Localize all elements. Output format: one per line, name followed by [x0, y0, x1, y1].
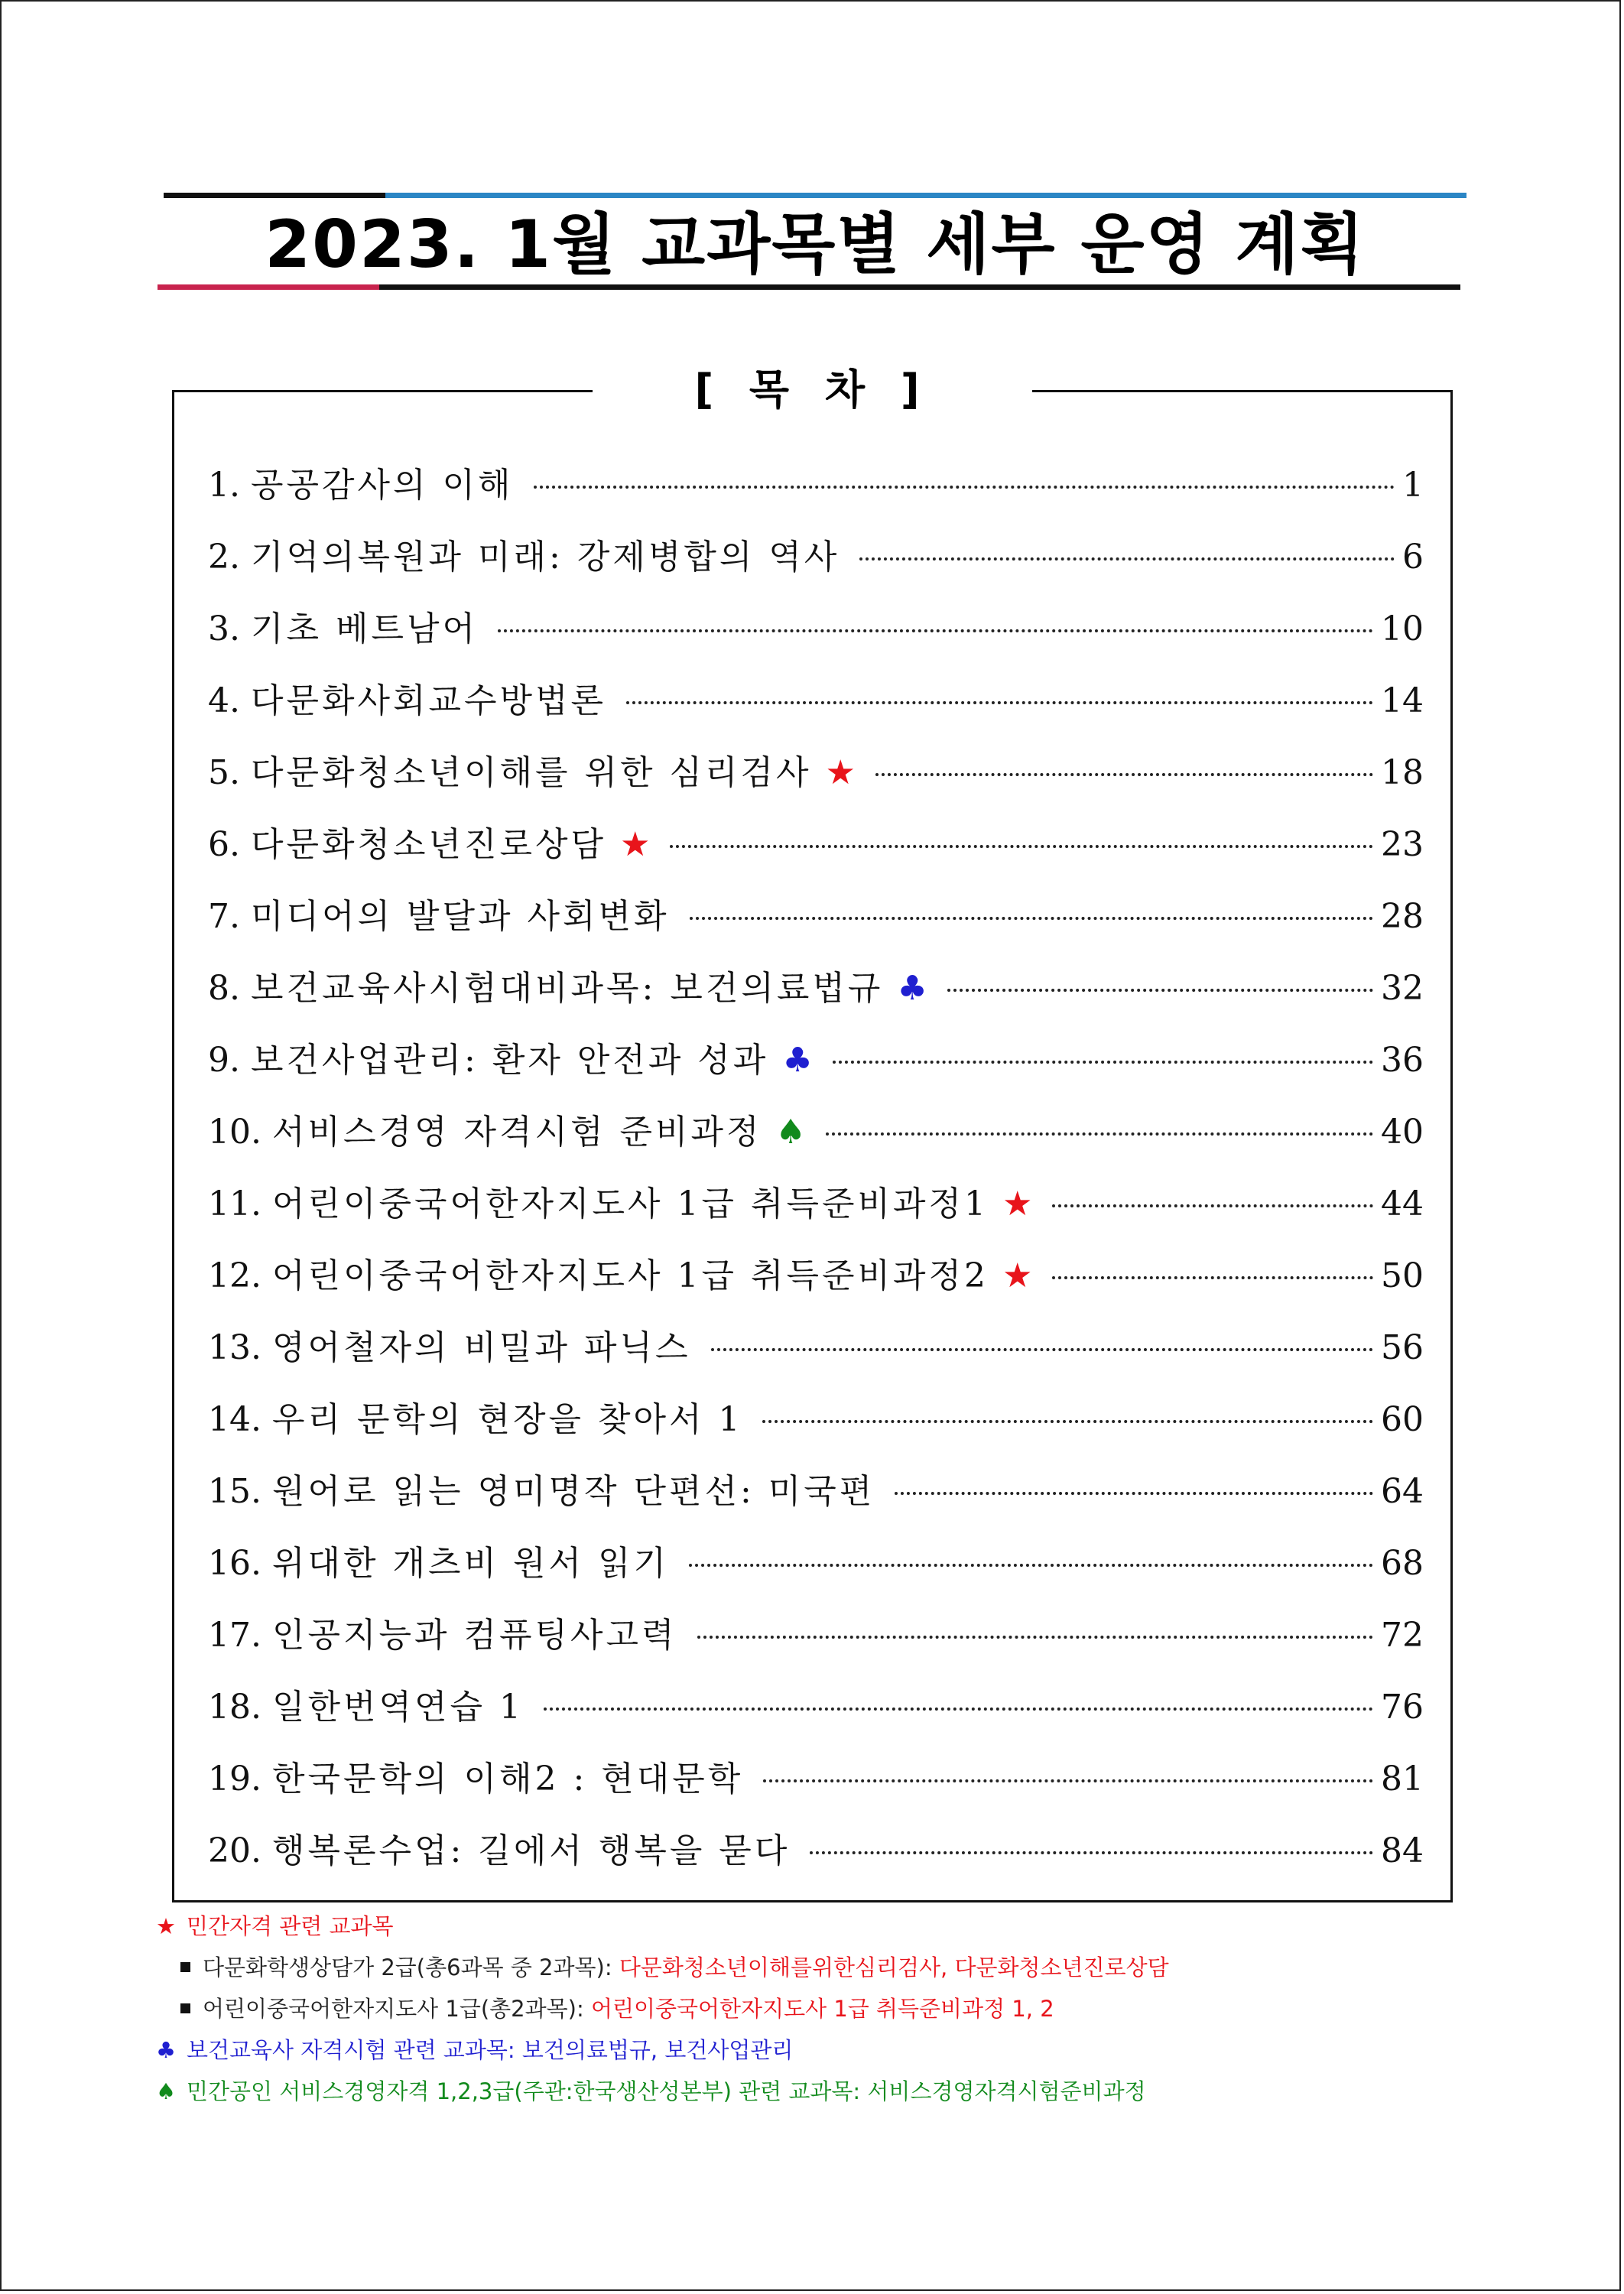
toc-item-title: 기억의복원과 미래: 강제병합의 역사	[250, 538, 840, 577]
dot-leader	[763, 1779, 1373, 1782]
dot-leader	[697, 1636, 1373, 1639]
toc-item-number: 16.	[208, 1544, 261, 1583]
toc-item-page: 84	[1381, 1831, 1424, 1870]
dot-leader	[534, 486, 1395, 489]
legend-club-text: 보건교육사 자격시험 관련 교과목: 보건의료법규, 보건사업관리	[187, 2037, 794, 2063]
dot-leader	[859, 557, 1395, 561]
legend-star-text: 민간자격 관련 교과목	[187, 1913, 394, 1939]
toc-item[interactable]	[208, 1609, 1424, 1681]
toc-list	[208, 459, 1424, 1896]
toc-item[interactable]	[208, 1537, 1424, 1609]
toc-item-title: 다문화청소년진로상담	[250, 825, 607, 864]
toc-item-page: 44	[1381, 1184, 1424, 1223]
dot-leader	[711, 1348, 1374, 1351]
green-spade-icon: ♠	[775, 1113, 806, 1152]
toc-item-title: 다문화청소년이해를 위한 심리검사	[250, 753, 812, 792]
toc-item-title: 인공지능과 컴퓨팅사고력	[271, 1616, 677, 1655]
toc-item-page: 56	[1381, 1328, 1424, 1367]
blue-club-icon: ♣	[782, 1041, 813, 1080]
red-star-icon: ★	[620, 825, 651, 864]
blue-club-icon: ♣	[897, 969, 927, 1008]
toc-item-number: 6.	[208, 825, 240, 864]
toc-item-number: 1.	[208, 466, 240, 505]
legend-sub-prefix: 어린이중국어한자지도사 1급(총2과목):	[203, 1996, 584, 2022]
toc-item[interactable]	[208, 746, 1424, 818]
red-star-icon: ★	[1002, 1256, 1033, 1295]
title-rule-bottom-red	[158, 284, 379, 290]
dot-leader	[947, 989, 1373, 992]
toc-item-page: 6	[1402, 538, 1424, 577]
toc-item-page: 10	[1381, 609, 1424, 648]
toc-item-title: 위대한 개츠비 원서 읽기	[271, 1544, 669, 1583]
dot-leader	[826, 1132, 1373, 1136]
toc-item[interactable]	[208, 1178, 1424, 1249]
toc-item[interactable]	[208, 1106, 1424, 1178]
legend	[156, 1906, 1593, 2112]
red-star-icon: ★	[825, 753, 856, 792]
toc-item-number: 18.	[208, 1688, 261, 1727]
toc-item[interactable]	[208, 1393, 1424, 1465]
toc-item-title: 영어철자의 비밀과 파닉스	[271, 1328, 691, 1367]
toc-item-number: 7.	[208, 897, 240, 936]
toc-item-number: 15.	[208, 1472, 261, 1511]
toc-item-title: 공공감사의 이해	[250, 466, 514, 505]
dot-leader	[544, 1708, 1373, 1711]
toc-item-page: 40	[1381, 1113, 1424, 1152]
toc-item-page: 23	[1381, 825, 1424, 864]
toc-item-title: 보건교육사시험대비과목: 보건의료법규	[250, 969, 884, 1008]
toc-item-page: 81	[1381, 1759, 1424, 1798]
toc-item-page: 72	[1381, 1616, 1424, 1655]
dot-leader	[810, 1851, 1373, 1854]
dot-leader	[1052, 1276, 1373, 1279]
toc-item[interactable]	[208, 962, 1424, 1034]
toc-item-number: 10.	[208, 1113, 261, 1152]
toc-item-title: 보건사업관리: 환자 안전과 성과	[250, 1041, 769, 1080]
dot-leader	[833, 1061, 1373, 1064]
toc-item-number: 12.	[208, 1256, 261, 1295]
toc-item-number: 17.	[208, 1616, 261, 1655]
dot-leader	[670, 845, 1373, 848]
toc-item-page: 68	[1381, 1544, 1424, 1583]
toc-item-title: 원어로 읽는 영미명작 단편선: 미국편	[271, 1472, 875, 1511]
toc-item-page: 64	[1381, 1472, 1424, 1511]
dot-leader	[1052, 1204, 1373, 1207]
toc-item-number: 5.	[208, 753, 240, 792]
dot-leader	[895, 1492, 1373, 1495]
title-rule-top-blue	[385, 193, 1466, 198]
green-spade-icon: ♠	[156, 2078, 176, 2104]
title-rule-top-black	[164, 193, 385, 198]
legend-sub-courses: 어린이중국어한자지도사 1급 취득준비과정 1, 2	[590, 1996, 1054, 2022]
toc-item-page: 36	[1381, 1041, 1424, 1080]
toc-item-title: 다문화사회교수방법론	[250, 681, 607, 720]
toc-item-number: 3.	[208, 609, 240, 648]
dot-leader	[762, 1420, 1373, 1423]
legend-star-sub-1	[156, 1947, 1593, 1988]
toc-item[interactable]	[208, 1753, 1424, 1824]
toc-item-number: 11.	[208, 1184, 261, 1223]
toc-item-number: 14.	[208, 1400, 261, 1439]
toc-item-number: 9.	[208, 1041, 240, 1080]
toc-item-number: 19.	[208, 1759, 261, 1798]
document-title: 2023. 1월 교과목별 세부 운영 계획	[265, 206, 1366, 283]
legend-star-row	[156, 1906, 1593, 1947]
legend-sub-prefix: 다문화학생상담가 2급(총6과목 중 2과목):	[203, 1954, 612, 1980]
toc-item[interactable]	[208, 1249, 1424, 1321]
toc-item[interactable]	[208, 603, 1424, 674]
toc-item[interactable]	[208, 1465, 1424, 1537]
dot-leader	[875, 773, 1373, 776]
dot-leader	[689, 1564, 1373, 1567]
legend-star-sub-2	[156, 1988, 1593, 2029]
toc-item[interactable]	[208, 531, 1424, 603]
toc-item-title: 기초 베트남어	[250, 609, 478, 648]
dot-leader	[690, 917, 1374, 920]
toc-item-page: 18	[1381, 753, 1424, 792]
toc-heading: [ 목 차 ]	[593, 359, 1032, 421]
toc-item[interactable]	[208, 1824, 1424, 1896]
toc-item-title: 행복론수업: 길에서 행복을 묻다	[271, 1831, 791, 1870]
toc-item-number: 8.	[208, 969, 240, 1008]
red-star-icon: ★	[156, 1913, 176, 1939]
toc-item-page: 1	[1402, 466, 1424, 505]
toc-item[interactable]	[208, 1034, 1424, 1106]
toc-item[interactable]	[208, 890, 1424, 962]
legend-club-row	[156, 2029, 1593, 2071]
toc-item[interactable]	[208, 459, 1424, 531]
legend-spade-row	[156, 2071, 1593, 2112]
toc-item[interactable]	[208, 674, 1424, 746]
title-rule-bottom-black	[379, 284, 1460, 290]
toc-item-page: 14	[1381, 681, 1424, 720]
toc-item-title: 우리 문학의 현장을 찾아서 1	[271, 1400, 743, 1439]
legend-spade-text: 민간공인 서비스경영자격 1,2,3급(주관:한국생산성본부) 관련 교과목: 서비스경영자격시험준비과정	[187, 2078, 1146, 2104]
legend-sub-courses: 다문화청소년이해를위한심리검사, 다문화청소년진로상담	[619, 1954, 1169, 1980]
dot-leader	[626, 701, 1373, 704]
toc-item[interactable]	[208, 1681, 1424, 1753]
toc-item-page: 60	[1381, 1400, 1424, 1439]
toc-item-title: 일한번역연습 1	[271, 1688, 524, 1727]
toc-item-number: 4.	[208, 681, 240, 720]
toc-item-number: 13.	[208, 1328, 261, 1367]
toc-item-page: 50	[1381, 1256, 1424, 1295]
toc-item-title: 미디어의 발달과 사회변화	[250, 897, 670, 936]
red-star-icon: ★	[1002, 1184, 1033, 1223]
dot-leader	[498, 629, 1373, 632]
toc-item-page: 28	[1381, 897, 1424, 936]
toc-item-page: 32	[1381, 969, 1424, 1008]
toc-item-title: 서비스경영 자격시험 준비과정	[271, 1113, 762, 1152]
toc-item-title: 어린이중국어한자지도사 1급 취득준비과정2	[271, 1256, 989, 1295]
square-bullet-icon	[180, 2003, 190, 2013]
toc-item-number: 2.	[208, 538, 240, 577]
toc-item-title: 한국문학의 이해2 : 현대문학	[271, 1759, 744, 1798]
toc-item[interactable]	[208, 818, 1424, 890]
toc-item-title: 어린이중국어한자지도사 1급 취득준비과정1	[271, 1184, 989, 1223]
toc-item[interactable]	[208, 1321, 1424, 1393]
toc-item-number: 20.	[208, 1831, 261, 1870]
square-bullet-icon	[180, 1962, 190, 1972]
toc-item-page: 76	[1381, 1688, 1424, 1727]
blue-club-icon: ♣	[156, 2037, 176, 2063]
